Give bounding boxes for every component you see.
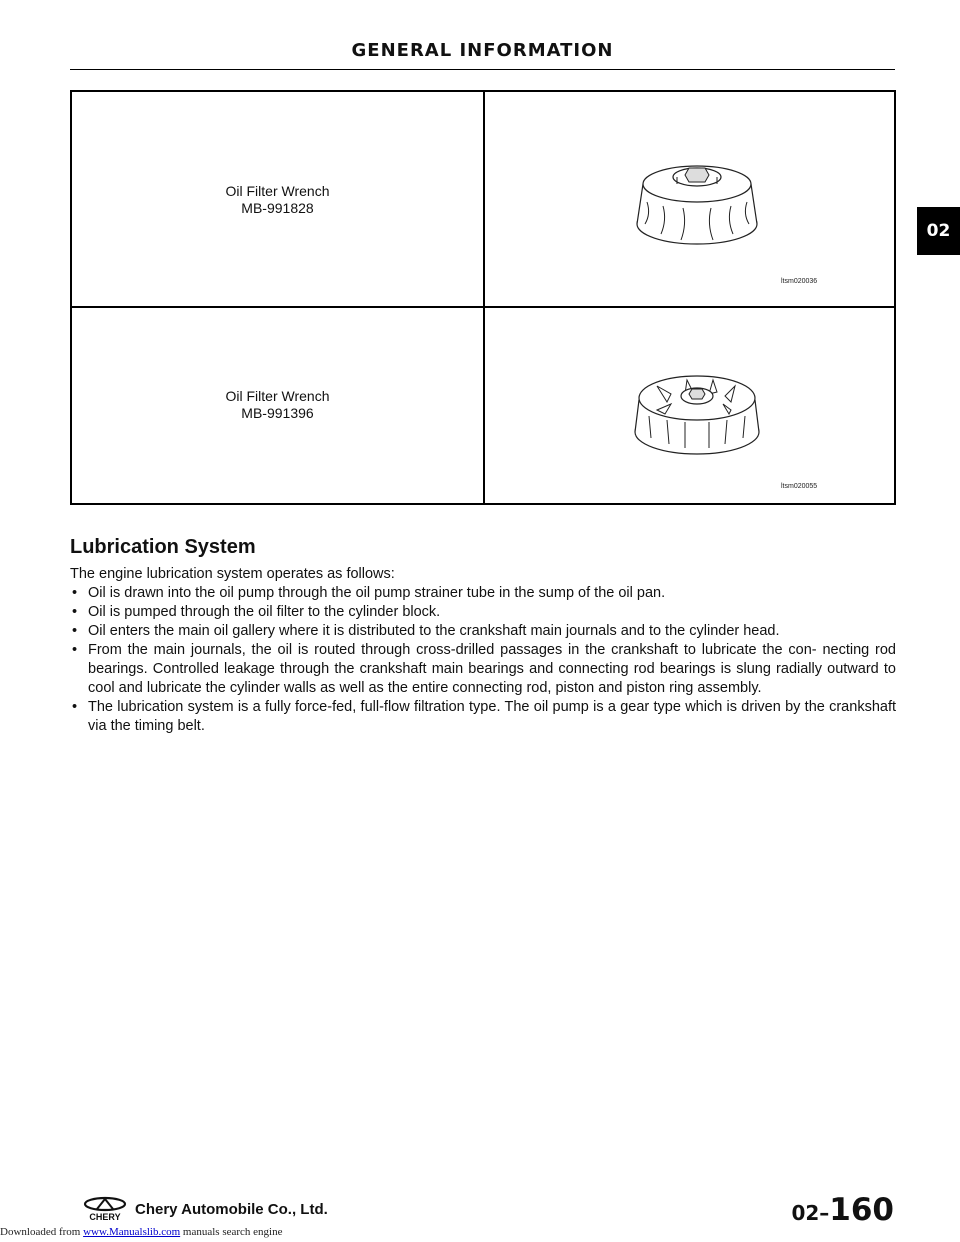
section-title: Lubrication System <box>70 536 256 558</box>
oil-filter-wrench-cap-icon <box>627 144 767 254</box>
bullet-icon: • <box>72 623 78 639</box>
bullet-icon: • <box>72 642 78 658</box>
tool-name: Oil Filter Wrench <box>225 388 330 404</box>
tool-part-number: MB-991828 <box>241 200 314 216</box>
list-item-text: Oil is drawn into the oil pump through the oil pump strainer tube in the sump of the oil pan. <box>88 585 666 601</box>
oil-filter-wrench-ribbed-icon <box>627 352 767 462</box>
table-row <box>71 307 895 504</box>
download-watermark <box>0 1226 282 1238</box>
header-divider <box>70 69 895 70</box>
list-item <box>70 641 896 698</box>
tool-part-number: MB-991396 <box>241 405 314 421</box>
bullet-icon: • <box>72 585 78 601</box>
tool-image-cell <box>484 91 895 307</box>
figure-reference-code: ltsm020036 <box>781 278 818 285</box>
tool-name-cell <box>71 307 484 504</box>
list-item-text: From the main journals, the oil is routed through cross-drilled passages in the crankshaft to lubricate the con- necting rod bearings. Controlled leakage through the crankshaft main bearings and connecting rod bearings is slung radially outward to cool and lubricate the cylinder walls as well as the entire connecting rod, piston and piston ring assembly. <box>88 642 896 696</box>
list-item <box>70 603 896 622</box>
tool-name: Oil Filter Wrench <box>225 183 330 199</box>
list-item-text: Oil enters the main oil gallery where it is distributed to the crankshaft main journals and to the cylinder head. <box>88 623 780 639</box>
company-name: Chery Automobile Co., Ltd. <box>135 1201 328 1218</box>
section-body <box>70 565 896 736</box>
bullet-list <box>70 584 896 736</box>
page-header-title: GENERAL INFORMATION <box>351 40 614 61</box>
list-item <box>70 622 896 641</box>
figure-reference-code: ltsm020055 <box>781 483 818 490</box>
list-item-text: Oil is pumped through the oil filter to the cylinder block. <box>88 604 441 620</box>
bullet-icon: • <box>72 699 78 715</box>
download-label: Downloaded from <box>0 1226 81 1238</box>
page-number <box>791 1192 894 1228</box>
logo-text: CHERY <box>89 1212 121 1222</box>
section-intro: The engine lubrication system operates as follows: <box>70 566 395 582</box>
page-number-value: 160 <box>829 1192 894 1228</box>
tool-image-cell <box>484 307 895 504</box>
page-number-prefix: 02– <box>791 1201 830 1225</box>
special-tools-table <box>70 90 896 505</box>
section-tab <box>917 207 960 255</box>
tool-name-cell <box>71 91 484 307</box>
section-tab-label: 02 <box>926 221 951 241</box>
bullet-icon: • <box>72 604 78 620</box>
list-item <box>70 584 896 603</box>
download-tagline: manuals search engine <box>180 1226 283 1238</box>
manualslib-link[interactable]: www.Manualslib.com <box>83 1226 181 1238</box>
chery-logo <box>83 1196 127 1222</box>
list-item <box>70 698 896 736</box>
list-item-text: The lubrication system is a fully force-fed, full-flow filtration type. The oil pump is a gear type which is driven by the crankshaft via the timing belt. <box>88 699 896 734</box>
table-row <box>71 91 895 307</box>
